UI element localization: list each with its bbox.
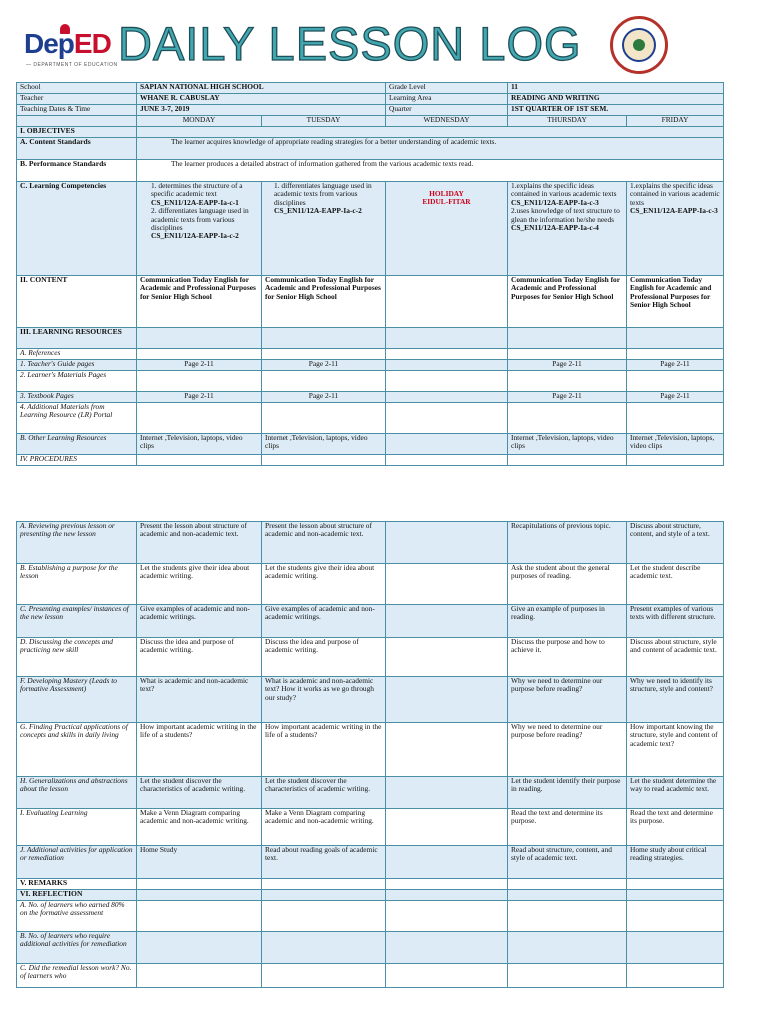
page-header	[0, 0, 768, 80]
procedure-friday: Let the student determine the way to read academic text.	[627, 777, 724, 809]
procedure-monday: How important academic writing in the life of a students?	[137, 723, 262, 777]
procedure-label: I. Evaluating Learning	[17, 809, 137, 846]
school-value: SAPIAN NATIONAL HIGH SCHOOL	[137, 83, 386, 94]
school-label: School	[17, 83, 137, 94]
tb-monday: Page 2-11	[137, 392, 262, 403]
procedure-thursday: Read the text and determine its purpose.	[508, 809, 627, 846]
procedure-thursday: Why we need to determine our purpose before reading?	[508, 677, 627, 723]
procedure-tuesday: Present the lesson about structure of academic and non-academic text.	[262, 522, 386, 564]
performance-standards-label: B. Performance Standards	[17, 160, 137, 182]
competencies-tuesday	[262, 182, 386, 276]
competency-text: 1. differentiates language used in academic texts from various disciplines	[274, 181, 372, 207]
content-standards-text: The learner acquires knowledge of appropriate reading strategies for a better understanding of academic texts.	[137, 138, 724, 160]
additional-materials-label: 4. Additional Materials from Learning Resource (LR) Portal	[17, 403, 137, 434]
procedure-monday: Home Study	[137, 846, 262, 879]
procedure-monday: Present the lesson about structure of academic and non-academic text.	[137, 522, 262, 564]
day-header-thursday: THURSDAY	[508, 116, 627, 127]
area-label: Learning Area	[386, 94, 508, 105]
other-thursday: Internet ,Television, laptops, video clips	[508, 434, 627, 455]
procedure-friday: Why we need to identify its structure, style and content?	[627, 677, 724, 723]
tg-monday: Page 2-11	[137, 360, 262, 371]
procedure-thursday: Ask the student about the general purposes of reading.	[508, 564, 627, 605]
competency-text: 2. differentiates language used in academic texts from various disciplines	[151, 206, 249, 233]
learning-competencies-label: C. Learning Competencies	[17, 182, 137, 276]
procedures-heading: IV. PROCEDURES	[17, 455, 137, 466]
day-header-blank	[17, 116, 137, 127]
procedure-tuesday: Let the student discover the characteristics of academic writing.	[262, 777, 386, 809]
day-header-friday: FRIDAY	[627, 116, 724, 127]
reflection-heading: VI. REFLECTION	[17, 890, 137, 901]
content-thursday: Communication Today English for Academic and Professional Purposes for Senior High School	[508, 276, 627, 328]
day-header-tuesday: TUESDAY	[262, 116, 386, 127]
objectives-heading: I. OBJECTIVES	[17, 127, 137, 138]
other-monday: Internet ,Television, laptops, video clips	[137, 434, 262, 455]
procedure-label: G. Finding Practical applications of concepts and skills in daily living	[17, 723, 137, 777]
performance-standards-text: The learner produces a detailed abstract of information gathered from the various academic texts read.	[137, 160, 724, 182]
tg-tuesday: Page 2-11	[262, 360, 386, 371]
procedure-tuesday: Discuss the idea and purpose of academic writing.	[262, 638, 386, 677]
procedure-friday: Let the student describe academic text.	[627, 564, 724, 605]
procedure-label: A. Reviewing previous lesson or presenting the new lesson	[17, 522, 137, 564]
competencies-wednesday	[386, 182, 508, 276]
procedure-friday: How important knowing the structure, style and content of academic text?	[627, 723, 724, 777]
dates-label: Teaching Dates & Time	[17, 105, 137, 116]
logo-text-ed: ED	[73, 28, 111, 59]
reflection-item: A. No. of learners who earned 80% on the formative assessment	[17, 901, 137, 932]
textbook-pages-label: 3. Textbook Pages	[17, 392, 137, 403]
day-header-monday: MONDAY	[137, 116, 262, 127]
procedure-label: F. Developing Mastery (Leads to formative Assessment)	[17, 677, 137, 723]
tb-tuesday: Page 2-11	[262, 392, 386, 403]
tg-thursday: Page 2-11	[508, 360, 627, 371]
content-friday: Communication Today English for Academic and Professional Purposes for Senior High School	[627, 276, 724, 328]
dates-value: JUNE 3-7, 2019	[137, 105, 386, 116]
school-seal-icon	[610, 16, 668, 74]
procedure-thursday: Let the student identify their purpose in reading.	[508, 777, 627, 809]
content-standards-label: A. Content Standards	[17, 138, 137, 160]
competency-code: CS_EN11/12A-EAPP-Ia-c-4	[511, 223, 599, 233]
competency-code: CS_EN11/12A-EAPP-Ia-c-3	[630, 206, 718, 216]
competency-text: 1.explains the specific ideas contained in various academic texts	[511, 181, 617, 199]
procedure-tuesday: What is academic and non-academic text? How it works as we go through our study?	[262, 677, 386, 723]
procedure-monday: Give examples of academic and non-academic writings.	[137, 605, 262, 638]
competency-code: CS_EN11/12A-EAPP-Ia-c-3	[511, 197, 599, 207]
other-tuesday: Internet ,Television, laptops, video clips	[262, 434, 386, 455]
competency-text: 1. determines the structure of a specific academic text	[151, 181, 243, 199]
procedure-monday: Let the student discover the characteristics of academic writing.	[137, 777, 262, 809]
lesson-log-table-top	[16, 82, 724, 466]
procedure-thursday: Give an example of purposes in reading.	[508, 605, 627, 638]
procedure-tuesday: Let the students give their idea about academic writing.	[262, 564, 386, 605]
procedure-label: D. Discussing the concepts and practicing new skill	[17, 638, 137, 677]
competencies-friday	[627, 182, 724, 276]
procedure-monday: Let the students give their idea about academic writing.	[137, 564, 262, 605]
procedure-label: J. Additional activities for application or remediation	[17, 846, 137, 879]
competencies-monday	[137, 182, 262, 276]
procedure-thursday: Why we need to determine our purpose before reading?	[508, 723, 627, 777]
procedure-friday: Discuss about structure, style and content of academic text.	[627, 638, 724, 677]
learners-materials-label: 2. Learner's Materials Pages	[17, 371, 137, 392]
procedure-label: H. Generalizations and abstractions about the lesson	[17, 777, 137, 809]
procedure-label: C. Presenting examples/ instances of the new lesson	[17, 605, 137, 638]
quarter-label: Quarter	[386, 105, 508, 116]
logo-subtitle: — DEPARTMENT OF EDUCATION	[26, 62, 118, 68]
procedure-tuesday: How important academic writing in the life of a students?	[262, 723, 386, 777]
holiday-label: HOLIDAY	[429, 189, 464, 198]
grade-label: Grade Level	[386, 83, 508, 94]
references-label: A. References	[17, 349, 137, 360]
tb-friday: Page 2-11	[627, 392, 724, 403]
lesson-log-table-procedures	[16, 521, 724, 988]
procedure-tuesday: Read about reading goals of academic text.	[262, 846, 386, 879]
procedure-tuesday: Make a Venn Diagram comparing academic and non-academic writing.	[262, 809, 386, 846]
area-value: READING AND WRITING	[508, 94, 724, 105]
procedure-monday: What is academic and non-academic text?	[137, 677, 262, 723]
procedure-friday: Home study about critical reading strategies.	[627, 846, 724, 879]
logo-text-dep: Dep	[24, 28, 74, 59]
competency-code: CS_EN11/12A-EAPP-Ia-c-1	[151, 197, 239, 207]
procedure-monday: Discuss the idea and purpose of academic writing.	[137, 638, 262, 677]
day-header-wednesday: WEDNESDAY	[386, 116, 508, 127]
procedure-tuesday: Give examples of academic and non-academic writings.	[262, 605, 386, 638]
competency-text: 1.explains the specific ideas contained in various academic texts	[630, 181, 720, 207]
procedure-thursday: Discuss the purpose and how to achieve it.	[508, 638, 627, 677]
competency-code: CS_EN11/12A-EAPP-Ia-c-2	[151, 231, 239, 241]
remarks-heading: V. REMARKS	[17, 879, 137, 890]
procedure-label: B. Establishing a purpose for the lesson	[17, 564, 137, 605]
reflection-item: C. Did the remedial lesson work? No. of learners who	[17, 964, 137, 988]
competencies-thursday	[508, 182, 627, 276]
procedure-monday: Make a Venn Diagram comparing academic and non-academic writing.	[137, 809, 262, 846]
page-title: DAILY LESSON LOG	[118, 17, 582, 70]
content-monday: Communication Today English for Academic and Professional Purposes for Senior High School	[137, 276, 262, 328]
quarter-value: 1ST QUARTER OF 1ST SEM.	[508, 105, 724, 116]
other-friday: Internet ,Television, laptops, video clips	[627, 434, 724, 455]
competency-code: CS_EN11/12A-EAPP-Ia-c-2	[274, 206, 362, 216]
tg-friday: Page 2-11	[627, 360, 724, 371]
teacher-value: WHANE R. CABUSLAY	[137, 94, 386, 105]
teachers-guide-label: 1. Teacher's Guide pages	[17, 360, 137, 371]
teacher-label: Teacher	[17, 94, 137, 105]
procedure-thursday: Read about structure, content, and style of academic text.	[508, 846, 627, 879]
procedure-thursday: Recapitulations of previous topic.	[508, 522, 627, 564]
learning-resources-heading: III. LEARNING RESOURCES	[17, 328, 137, 349]
competency-text: 2.uses knowledge of text structure to glean the information he/she needs	[511, 206, 620, 224]
procedure-friday: Discuss about structure, content, and style of a text.	[627, 522, 724, 564]
grade-value: 11	[508, 83, 724, 94]
tb-thursday: Page 2-11	[508, 392, 627, 403]
procedure-friday: Present examples of various texts with different structure.	[627, 605, 724, 638]
other-resources-label: B. Other Learning Resources	[17, 434, 137, 455]
content-heading: II. CONTENT	[17, 276, 137, 328]
procedure-friday: Read the text and determine its purpose.	[627, 809, 724, 846]
content-tuesday: Communication Today English for Academic and Professional Purposes for Senior High School	[262, 276, 386, 328]
deped-logo	[24, 24, 120, 72]
reflection-item: B. No. of learners who require additional activities for remediation	[17, 932, 137, 964]
holiday-name: EIDUL-FITAR	[422, 197, 471, 207]
